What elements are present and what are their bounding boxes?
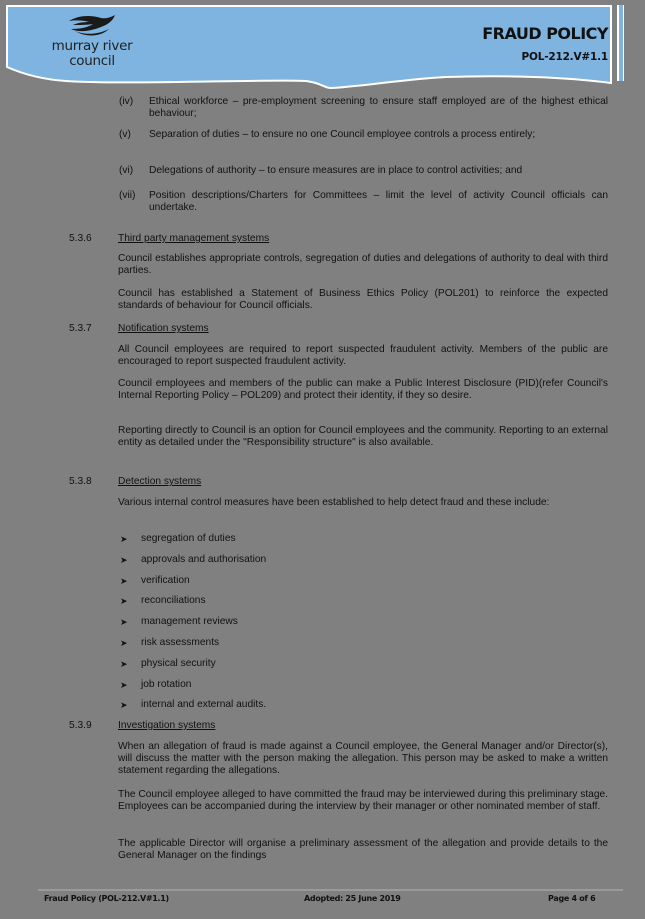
list-item-text: Delegations of authority – to ensure measures are in place to control activities; and	[149, 165, 523, 176]
arrow-bullet-icon: ➤	[120, 638, 128, 648]
council-logo	[42, 15, 142, 69]
river-logo-icon	[67, 15, 117, 37]
paragraph: Reporting directly to Council is an option for Council employees and the community. Reporting to an external entity as detailed under the "Responsibility structure" is also available.	[118, 425, 608, 448]
bullet-text: internal and external audits.	[141, 699, 267, 710]
adjacent-page-edge	[617, 5, 624, 81]
arrow-bullet-icon: ➤	[120, 576, 128, 586]
bullet-text: management reviews	[141, 616, 238, 627]
paragraph: When an allegation of fraud is made against a Council employee, the General Manager and/or Director(s), will discuss the matter with the person making the allegation. This person may be asked to make a written statement regarding the allegations.	[118, 741, 608, 776]
section-heading: Investigation systems	[118, 720, 216, 731]
section-number: 5.3.8	[69, 476, 92, 487]
arrow-bullet-icon: ➤	[120, 617, 128, 627]
paragraph: Various internal control measures have been established to help detect fraud and these include:	[118, 497, 550, 508]
footer-divider	[38, 889, 623, 891]
list-item-label: (vi)	[119, 165, 134, 176]
section-heading: Notification systems	[118, 323, 209, 334]
paragraph: The Council employee alleged to have committed the fraud may be interviewed during this preliminary stage. Employees can be accompanied during the interview by their manager or other nominated member of staff.	[118, 789, 608, 812]
bullet-text: reconciliations	[141, 595, 206, 606]
paragraph: All Council employees are required to report suspected fraudulent activity. Members of the public are encouraged to report suspected fraudulent activity.	[118, 344, 608, 367]
paragraph: Council establishes appropriate controls, segregation of duties and delegations of authority to deal with third parties.	[118, 253, 608, 276]
logo-line-2: council	[69, 53, 115, 69]
footer-adopted-date: Adopted: 25 June 2019	[304, 894, 401, 903]
arrow-bullet-icon: ➤	[120, 659, 128, 669]
list-item-label: (iv)	[119, 96, 134, 107]
bullet-text: approvals and authorisation	[141, 554, 267, 565]
document-title: FRAUD POLICY	[482, 24, 608, 43]
paragraph: Council has established a Statement of Business Ethics Policy (POL201) to reinforce the expected standards of behaviour for Council officials.	[118, 288, 608, 311]
section-number: 5.3.9	[69, 720, 92, 731]
list-item-label: (vii)	[119, 190, 136, 201]
arrow-bullet-icon: ➤	[120, 534, 128, 544]
document-code: POL-212.V#1.1	[521, 51, 608, 63]
section-heading: Third party management systems	[118, 233, 270, 244]
paragraph: Council employees and members of the public can make a Public Interest Disclosure (PID)(refer Council's Internal Reporting Policy – POL209) and protect their identity, if they so desire.	[118, 378, 608, 401]
logo-line-1: murray river	[51, 38, 133, 54]
arrow-bullet-icon: ➤	[120, 680, 128, 690]
list-item-text: Position descriptions/Charters for Committees – limit the level of activity Council officials can undertake.	[149, 190, 608, 213]
document-header	[6, 5, 612, 85]
list-item-label: (v)	[119, 129, 131, 140]
section-number: 5.3.6	[69, 233, 92, 244]
bullet-text: risk assessments	[141, 637, 220, 648]
bullet-text: physical security	[141, 658, 216, 669]
arrow-bullet-icon: ➤	[120, 700, 128, 710]
section-heading: Detection systems	[118, 476, 202, 487]
bullet-text: segregation of duties	[141, 533, 236, 544]
list-item-text: Separation of duties – to ensure no one Council employee controls a process entirely;	[149, 129, 536, 140]
bullet-text: verification	[141, 575, 190, 586]
paragraph: The applicable Director will organise a preliminary assessment of the allegation and provide details to the General Manager on the findings	[118, 838, 608, 861]
footer-document-name: Fraud Policy (POL-212.V#1.1)	[44, 894, 169, 903]
footer-page-number: Page 4 of 6	[548, 894, 596, 903]
title-block	[482, 24, 608, 63]
bullet-text: job rotation	[141, 679, 192, 690]
list-item-text: Ethical workforce – pre-employment screening to ensure staff employed are of the highest ethical behaviour;	[149, 96, 608, 119]
arrow-bullet-icon: ➤	[120, 555, 128, 565]
section-number: 5.3.7	[69, 323, 92, 334]
arrow-bullet-icon: ➤	[120, 596, 128, 606]
